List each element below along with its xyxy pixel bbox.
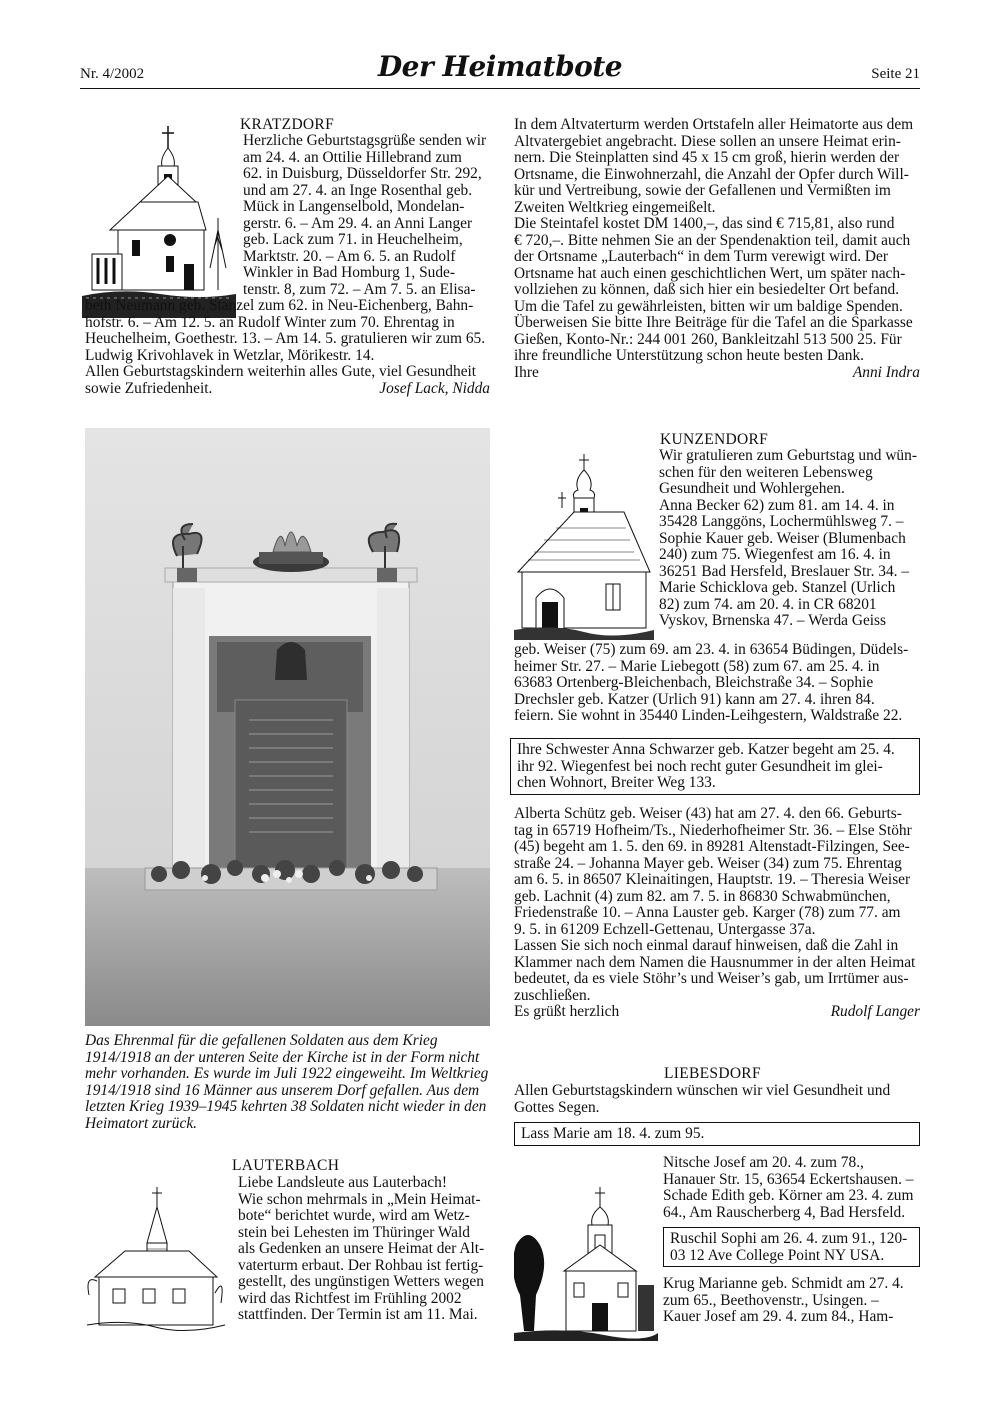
text-line: Marktstr. 20. – Am 6. 5. an Rudolf	[243, 247, 456, 265]
text-line: als Gedenken an unsere Heimat der Alt-	[238, 1240, 485, 1257]
kunzendorf-more-text	[514, 806, 920, 1021]
text-line: Überweisen Sie bitte Ihre Beiträge für die Tafel an die Sparkasse	[514, 314, 913, 331]
text-line: 1914/1918 an der unteren Seite der Kirche ist in der Form nicht	[85, 1048, 480, 1066]
text-line: und am 27. 4. an Inge Rosenthal geb.	[243, 181, 473, 199]
closing-text: Ihre	[514, 363, 539, 381]
text-line: straße 24. – Johanna Mayer geb. Weiser (34) zum 75. Ehrentag	[514, 854, 902, 872]
kratzdorf-heading: KRATZDORF	[240, 116, 334, 133]
text-line: heimer Str. 27. – Marie Liebegott (58) zum 67. am 25. 4. in	[514, 657, 880, 675]
text-line: Heimatort zurück.	[85, 1114, 197, 1132]
text-line: zum 65., Beethovenstr., Usingen. –	[663, 1291, 879, 1309]
text-line: geb. Lachnit (4) zum 82. am 7. 5. in 86830 Schwabmünchen,	[514, 887, 891, 905]
text-line: Zweiten Weltkrieg eingemeißelt.	[514, 198, 716, 216]
kratzdorf-full-text	[85, 298, 490, 397]
liebesdorf-heading: LIEBESDORF	[664, 1065, 761, 1082]
text-line: zuschließen.	[514, 986, 591, 1004]
text-line: 82) zum 74. am 20. 4. in CR 68201	[659, 595, 877, 613]
text-line: Heuchelheim, Goethestr. 13. – Am 14. 5. gratulieren wir zum 65.	[85, 330, 486, 347]
text-line: Allen Geburtstagskindern weiterhin alles Gute, viel Gesundheit	[85, 363, 477, 380]
text-line: mehr vorhanden. Es wurde im Juli 1922 eingeweiht. Im Weltkrieg	[85, 1065, 489, 1082]
text-line: wird das Richtfest im Frühling 2002	[238, 1289, 462, 1307]
text-line: Gießen, Konto-Nr.: 244 001 260, Bankleitzahl 513 500 25. Für	[514, 330, 902, 348]
text-line: Liebe Landsleute aus Lauterbach!	[238, 1174, 447, 1191]
text-line: 1914/1918 sind 16 Männer aus unserem Dorf gefallen. Aus dem	[85, 1081, 480, 1099]
text-line: geb. Weiser (75) zum 69. am 23. 4. in 63654 Büdingen, Düdels-	[514, 641, 909, 658]
closing-text: Es grüßt herzlich	[514, 1003, 620, 1020]
text-line: Ortsname hat auch einen geschichtlichen Wert, um später nach-	[514, 264, 906, 282]
text-line: Wir gratulieren zum Geburtstag und wün-	[659, 447, 917, 464]
liebesdorf-boxed-address	[663, 1227, 920, 1267]
text-line: Ruschil Sophi am 26. 4. zum 91., 120-	[670, 1230, 908, 1247]
masthead-title: Der Heimatbote	[377, 50, 623, 83]
lauterbach-church-illustration	[85, 1185, 227, 1337]
text-line: Schade Edith geb. Körner am 23. 4. zum	[663, 1187, 914, 1204]
lauterbach-text	[238, 1175, 490, 1324]
text-line: Winkler in Bad Homburg 1, Sude-	[243, 264, 455, 281]
text-line: stattfinden. Der Termin ist am 11. Mai.	[238, 1306, 478, 1323]
text-line: vollziehen zu können, daß sich hier ein besiedelter Ort befand.	[514, 281, 900, 298]
text-line: Gottes Segen.	[514, 1098, 600, 1116]
signature: Anni Indra	[852, 363, 920, 381]
text-line: Lassen Sie sich noch einmal darauf hinweisen, daß die Zahl in	[514, 937, 899, 954]
text-line: (45) begeht am 1. 5. den 69. in 89281 Altenstadt-Filzingen, See-	[514, 838, 910, 855]
liebesdorf-intro	[514, 1083, 920, 1116]
text-line: Nitsche Josef am 20. 4. zum 78.,	[663, 1154, 864, 1171]
text-line: 64., Am Rauscherberg 4, Bad Hersfeld.	[663, 1203, 906, 1221]
kunzendorf-heading: KUNZENDORF	[660, 431, 769, 448]
text-line: Altvatergebiet angebracht. Diese sollen an unsere Heimat erin-	[514, 132, 901, 150]
text-line: tag in 65719 Hofheim/Ts., Niederhofheimer Str. 36. – Else Stöhr	[514, 821, 912, 839]
text-line: 63683 Ortenberg-Bleichenbach, Bleichstraße 34. – Sophie	[514, 674, 874, 691]
kunzendorf-wrap-text	[659, 448, 920, 630]
liebesdorf-church-illustration	[514, 1185, 658, 1341]
kunzendorf-full-text	[514, 642, 920, 725]
text-line: ihr 92. Wiegenfest bei noch recht guter Gesundheit im glei-	[517, 757, 883, 775]
text-line: 35428 Langgöns, Lochermühlsweg 7. –	[659, 513, 904, 530]
text-line: € 720,–. Bitte nehmen Sie an der Spendenaktion teil, damit auch	[514, 231, 911, 249]
text-line: Klammer nach dem Namen die Hausnummer in der alten Heimat	[514, 953, 916, 971]
text-line: Friedenstraße 10. – Anna Lauster geb. Karger (78) zum 77. am	[514, 904, 901, 921]
text-line: gestellt, des ungünstigen Wetters wegen	[238, 1273, 484, 1290]
text-line: der Ortsname „Lauterbach“ in dem Turm verewigt wird. Der	[514, 248, 888, 265]
text-line: Um die Tafel zu gewährleisten, bitten wir um baldige Spenden.	[514, 297, 903, 315]
liebesdorf-end-text	[663, 1276, 920, 1326]
text-line: kür und Vertreibung, sowie der Gefallenen und Vermißten im	[514, 182, 891, 199]
text-line: 240) zum 75. Wiegenfest am 16. 4. in	[659, 546, 891, 563]
text-line: Die Steintafel kostet DM 1400,–, das sind € 715,81, also rund	[514, 215, 895, 232]
text-line: In dem Altvaterturm werden Ortstafeln aller Heimatorte aus dem	[514, 116, 914, 133]
lauterbach-heading: LAUTERBACH	[232, 1157, 340, 1174]
text-line: Drechsler geb. Katzer (Urlich 91) kann am 27. 4. ihren 84.	[514, 690, 875, 708]
text-line: Anna Becker 62) zum 81. am 14. 4. in	[659, 496, 895, 514]
text-line: Sophie Kauer geb. Weiser (Blumenbach	[659, 529, 906, 547]
text-line: Herzliche Geburtstagsgrüße senden wir	[243, 132, 487, 149]
text-line: schen für den weiteren Lebensweg	[659, 463, 873, 481]
signature: Josef Lack, Nidda	[379, 379, 490, 397]
kratzdorf-wrap-text	[243, 133, 490, 298]
text-line: am 6. 5. in 86507 Kleinaitingen, Hauptstr. 19. – Theresia Weiser	[514, 871, 911, 888]
text-line: Vyskov, Brnenska 47. – Werda Geiss	[659, 612, 887, 629]
text-line: Das Ehrenmal für die gefallenen Soldaten aus dem Krieg	[85, 1032, 438, 1049]
text-line: stein bei Lehesten im Thüringer Wald	[238, 1223, 470, 1241]
text-line: bedeutet, da es viele Stöhr’s und Weiser’s gab, um Irrtümer aus-	[514, 970, 909, 987]
text-line: 62. in Duisburg, Düsseldorfer Str. 292,	[243, 165, 482, 182]
text-line: gerstr. 6. – Am 29. 4. an Anni Langer	[243, 214, 473, 232]
text-line: am 24. 4. an Ottilie Hillebrand zum	[243, 148, 462, 166]
liebesdorf-wrap-text	[663, 1155, 920, 1221]
text-line: Gesundheit und Wohlergehen.	[659, 480, 845, 497]
header-rule	[80, 88, 920, 89]
text-line: chen Wohnort, Breiter Weg 133.	[517, 774, 716, 791]
text-line: 9. 5. in 61209 Echzell-Gettenau, Untergasse 37a.	[514, 920, 816, 938]
text-line: beth Neumann geb. Stanzel zum 62. in Neu-Eichenberg, Bahn-	[85, 297, 474, 314]
liebesdorf-boxed-entry: Lass Marie am 18. 4. zum 95.	[514, 1122, 920, 1146]
altvaterturm-text	[514, 117, 920, 381]
text-line: Hanauer Str. 15, 63654 Eckertshausen. –	[663, 1170, 914, 1188]
text-line: geb. Lack zum 71. in Heuchelheim,	[243, 231, 463, 248]
text-line: letzten Krieg 1939–1945 kehrten 38 Soldaten nicht wieder in den	[85, 1098, 487, 1115]
signature: Rudolf Langer	[830, 1003, 920, 1020]
page-number: Seite 21	[871, 66, 920, 82]
text-line: bote“ berichtet wurde, wird am Wetz-	[238, 1207, 470, 1224]
text-line: tenstr. 8, zum 72. – Am 7. 5. an Elisa-	[243, 280, 476, 298]
kunzendorf-boxed-notice	[510, 738, 920, 795]
text-line: nern. Die Steinplatten sind 45 x 15 cm groß, hierin werden der	[514, 149, 900, 166]
text-line: Ihre Schwester Anna Schwarzer geb. Katzer begeht am 25. 4.	[517, 741, 895, 758]
text-line: feiern. Sie wohnt in 35440 Linden-Leihgestern, Waldstraße 22.	[514, 707, 903, 724]
text-line: Mück in Langenselbold, Mondelan-	[243, 198, 465, 215]
text-line: ihre freundliche Unterstützung schon heute besten Dank.	[514, 347, 865, 364]
photo-caption	[85, 1033, 490, 1132]
closing-text: sowie Zufriedenheit.	[85, 379, 213, 397]
text-line: 03 12 Ave College Point NY USA.	[670, 1246, 885, 1264]
text-line: Wie schon mehrmals in „Mein Heimat-	[238, 1190, 481, 1208]
issue-number: Nr. 4/2002	[80, 66, 145, 82]
kunzendorf-church-illustration	[514, 452, 654, 640]
text-line: Alberta Schütz geb. Weiser (43) hat am 27. 4. den 66. Geburts-	[514, 805, 902, 822]
text-line: vaterturm erbaut. Der Rohbau ist fertig-	[238, 1256, 484, 1274]
text-line: Krug Marianne geb. Schmidt am 27. 4.	[663, 1275, 904, 1292]
text-line: Kauer Josef am 29. 4. zum 84., Ham-	[663, 1308, 894, 1325]
text-line: Ortsname, die Einwohnerzahl, die Anzahl der Opfer durch Will-	[514, 165, 909, 183]
text-line: Marie Schicklova geb. Stanzel (Urlich	[659, 579, 896, 596]
text-line: 36251 Bad Hersfeld, Breslauer Str. 34. –	[659, 562, 910, 580]
memorial-photo	[85, 428, 490, 1026]
text-line: Allen Geburtstagskindern wünschen wir viel Gesundheit und	[514, 1082, 891, 1099]
kratzdorf-church-illustration	[80, 118, 236, 318]
text-line: hofstr. 6. – Am 12. 5. an Rudolf Winter zum 70. Ehrentag in	[85, 313, 455, 331]
text-line: Ludwig Krivohlavek in Wetzlar, Mörikestr. 14.	[85, 346, 375, 364]
